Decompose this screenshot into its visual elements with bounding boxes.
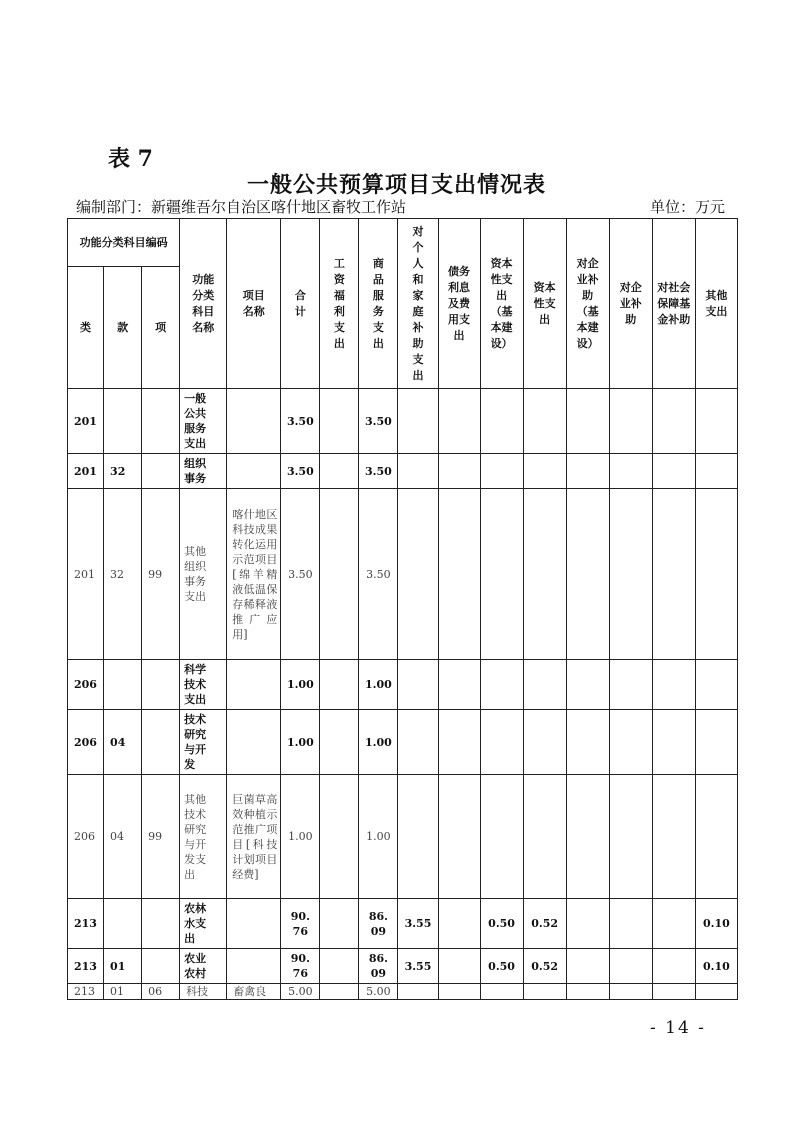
cell-other [695, 660, 737, 710]
cell-kuan [104, 660, 142, 710]
cell-debt [438, 710, 480, 775]
cell-function-name: 农林水支出 [180, 899, 227, 949]
cell-other [695, 984, 737, 1000]
cell-xiang [142, 899, 180, 949]
cell-debt [438, 489, 480, 660]
header-xiang: 项 [142, 267, 180, 389]
header-capital-base: 资本性支出（基本建设） [480, 219, 523, 389]
cell-xiang [142, 660, 180, 710]
cell-capital-base [480, 389, 523, 454]
cell-personal [398, 489, 438, 660]
cell-kuan [104, 899, 142, 949]
table-row [68, 899, 738, 949]
header-lei: 类 [68, 267, 104, 389]
cell-personal [398, 775, 438, 899]
cell-goods: 1.00 [359, 660, 398, 710]
cell-debt [438, 389, 480, 454]
header-project-name: 项目名称 [227, 219, 281, 389]
document-title: 一般公共预算项目支出情况表 [246, 172, 546, 198]
table-row [68, 775, 738, 899]
cell-project-name [227, 389, 281, 454]
cell-wages [320, 489, 359, 660]
cell-enterprise [609, 775, 652, 899]
cell-lei: 201 [68, 489, 104, 660]
cell-xiang [142, 949, 180, 984]
cell-total: 3.50 [281, 454, 320, 489]
cell-wages [320, 899, 359, 949]
table-row [68, 984, 738, 1000]
cell-social [652, 775, 695, 899]
cell-total: 90.76 [281, 899, 320, 949]
cell-project-name [227, 454, 281, 489]
cell-goods: 1.00 [359, 775, 398, 899]
cell-other [695, 389, 737, 454]
cell-total: 3.50 [281, 489, 320, 660]
table-row [68, 949, 738, 984]
cell-lei: 206 [68, 660, 104, 710]
cell-xiang: 99 [142, 489, 180, 660]
cell-enterprise [609, 389, 652, 454]
cell-personal: 3.55 [398, 899, 438, 949]
table-row [68, 660, 738, 710]
cell-social [652, 660, 695, 710]
unit-label: 单位：万元 [650, 198, 726, 216]
cell-personal [398, 389, 438, 454]
cell-enterprise-base [566, 710, 609, 775]
expenditure-table [67, 218, 738, 1000]
cell-xiang [142, 454, 180, 489]
cell-project-name [227, 710, 281, 775]
compiling-department: 编制部门：新疆维吾尔自治区喀什地区畜牧工作站 [76, 198, 407, 216]
cell-function-name: 一般公共服务支出 [180, 389, 227, 454]
cell-enterprise-base [566, 489, 609, 660]
cell-wages [320, 984, 359, 1000]
cell-total: 5.00 [281, 984, 320, 1000]
cell-enterprise-base [566, 454, 609, 489]
cell-kuan: 04 [104, 710, 142, 775]
cell-xiang [142, 389, 180, 454]
cell-function-name: 科技 [180, 984, 227, 1000]
header-function-name: 功能分类科目名称 [180, 219, 227, 389]
header-row-1 [68, 219, 738, 267]
cell-lei: 206 [68, 710, 104, 775]
cell-kuan: 32 [104, 489, 142, 660]
table-row [68, 389, 738, 454]
cell-capital [523, 660, 566, 710]
cell-project-name: 喀什地区科技成果转化运用示范项目[绵羊精液低温保存稀释液推广应用] [227, 489, 281, 660]
cell-xiang: 06 [142, 984, 180, 1000]
cell-enterprise [609, 899, 652, 949]
cell-wages [320, 389, 359, 454]
table-row [68, 489, 738, 660]
cell-other: 0.10 [695, 899, 737, 949]
header-capital: 资本性支出 [523, 219, 566, 389]
cell-enterprise [609, 489, 652, 660]
cell-capital-base [480, 489, 523, 660]
cell-enterprise [609, 454, 652, 489]
cell-goods: 86.09 [359, 949, 398, 984]
cell-capital-base [480, 660, 523, 710]
cell-enterprise-base [566, 899, 609, 949]
cell-lei: 206 [68, 775, 104, 899]
cell-enterprise-base [566, 949, 609, 984]
cell-capital [523, 775, 566, 899]
cell-personal [398, 454, 438, 489]
header-other: 其他支出 [695, 219, 737, 389]
cell-enterprise-base [566, 660, 609, 710]
cell-personal: 3.55 [398, 949, 438, 984]
table-label: 表 7 [108, 146, 153, 172]
cell-function-name: 科学技术支出 [180, 660, 227, 710]
cell-other [695, 775, 737, 899]
header-code-group: 功能分类科目编码 [68, 219, 180, 267]
cell-debt [438, 984, 480, 1000]
cell-lei: 213 [68, 899, 104, 949]
cell-kuan: 01 [104, 984, 142, 1000]
cell-capital: 0.52 [523, 949, 566, 984]
cell-capital-base: 0.50 [480, 949, 523, 984]
cell-social [652, 710, 695, 775]
cell-capital [523, 489, 566, 660]
cell-kuan [104, 389, 142, 454]
cell-capital-base [480, 710, 523, 775]
cell-xiang [142, 710, 180, 775]
cell-goods: 3.50 [359, 389, 398, 454]
header-kuan: 款 [104, 267, 142, 389]
cell-capital [523, 710, 566, 775]
cell-capital-base [480, 775, 523, 899]
cell-project-name: 畜禽良 [227, 984, 281, 1000]
cell-social [652, 899, 695, 949]
cell-capital-base [480, 984, 523, 1000]
cell-xiang: 99 [142, 775, 180, 899]
cell-enterprise [609, 949, 652, 984]
cell-capital: 0.52 [523, 899, 566, 949]
table-row [68, 454, 738, 489]
cell-function-name: 组织事务 [180, 454, 227, 489]
cell-other [695, 489, 737, 660]
cell-debt [438, 660, 480, 710]
cell-capital [523, 454, 566, 489]
cell-personal [398, 984, 438, 1000]
header-goods-services: 商品服务支出 [359, 219, 398, 389]
header-social-security: 对社会保障基金补助 [652, 219, 695, 389]
cell-enterprise [609, 710, 652, 775]
cell-capital-base: 0.50 [480, 899, 523, 949]
cell-wages [320, 454, 359, 489]
cell-goods: 3.50 [359, 489, 398, 660]
cell-personal [398, 660, 438, 710]
cell-wages [320, 775, 359, 899]
cell-social [652, 389, 695, 454]
cell-lei: 201 [68, 454, 104, 489]
cell-social [652, 984, 695, 1000]
header-wages: 工资福利支出 [320, 219, 359, 389]
cell-social [652, 454, 695, 489]
table-row [68, 710, 738, 775]
cell-debt [438, 775, 480, 899]
cell-enterprise-base [566, 775, 609, 899]
cell-lei: 213 [68, 984, 104, 1000]
cell-enterprise [609, 660, 652, 710]
cell-capital [523, 984, 566, 1000]
cell-other [695, 454, 737, 489]
header-enterprise: 对企业补助 [609, 219, 652, 389]
cell-function-name: 其他技术研究与开发支出 [180, 775, 227, 899]
cell-enterprise-base [566, 984, 609, 1000]
cell-debt [438, 899, 480, 949]
page-number: - 14 - [650, 1018, 706, 1038]
cell-function-name: 农业农村 [180, 949, 227, 984]
cell-personal [398, 710, 438, 775]
cell-other [695, 710, 737, 775]
cell-project-name [227, 949, 281, 984]
cell-social [652, 949, 695, 984]
cell-capital-base [480, 454, 523, 489]
cell-total: 3.50 [281, 389, 320, 454]
cell-total: 90.76 [281, 949, 320, 984]
header-debt-interest: 债务利息及费用支出 [438, 219, 480, 389]
cell-goods: 86.09 [359, 899, 398, 949]
cell-wages [320, 949, 359, 984]
cell-social [652, 489, 695, 660]
cell-debt [438, 949, 480, 984]
cell-kuan: 32 [104, 454, 142, 489]
cell-goods: 5.00 [359, 984, 398, 1000]
cell-project-name [227, 660, 281, 710]
cell-kuan: 01 [104, 949, 142, 984]
cell-debt [438, 454, 480, 489]
cell-enterprise-base [566, 389, 609, 454]
cell-enterprise [609, 984, 652, 1000]
cell-function-name: 技术研究与开发 [180, 710, 227, 775]
cell-capital [523, 389, 566, 454]
cell-kuan: 04 [104, 775, 142, 899]
header-enterprise-base: 对企业补助（基本建设） [566, 219, 609, 389]
cell-project-name [227, 899, 281, 949]
cell-project-name: 巨菌草高效种植示范推广项目[科技计划项目经费] [227, 775, 281, 899]
cell-lei: 213 [68, 949, 104, 984]
cell-wages [320, 710, 359, 775]
cell-lei: 201 [68, 389, 104, 454]
cell-wages [320, 660, 359, 710]
cell-goods: 1.00 [359, 710, 398, 775]
cell-function-name: 其他组织事务支出 [180, 489, 227, 660]
header-personal-subsidy: 对个人和家庭补助支出 [398, 219, 438, 389]
cell-other: 0.10 [695, 949, 737, 984]
cell-total: 1.00 [281, 775, 320, 899]
cell-total: 1.00 [281, 660, 320, 710]
cell-total: 1.00 [281, 710, 320, 775]
header-total: 合计 [281, 219, 320, 389]
cell-goods: 3.50 [359, 454, 398, 489]
